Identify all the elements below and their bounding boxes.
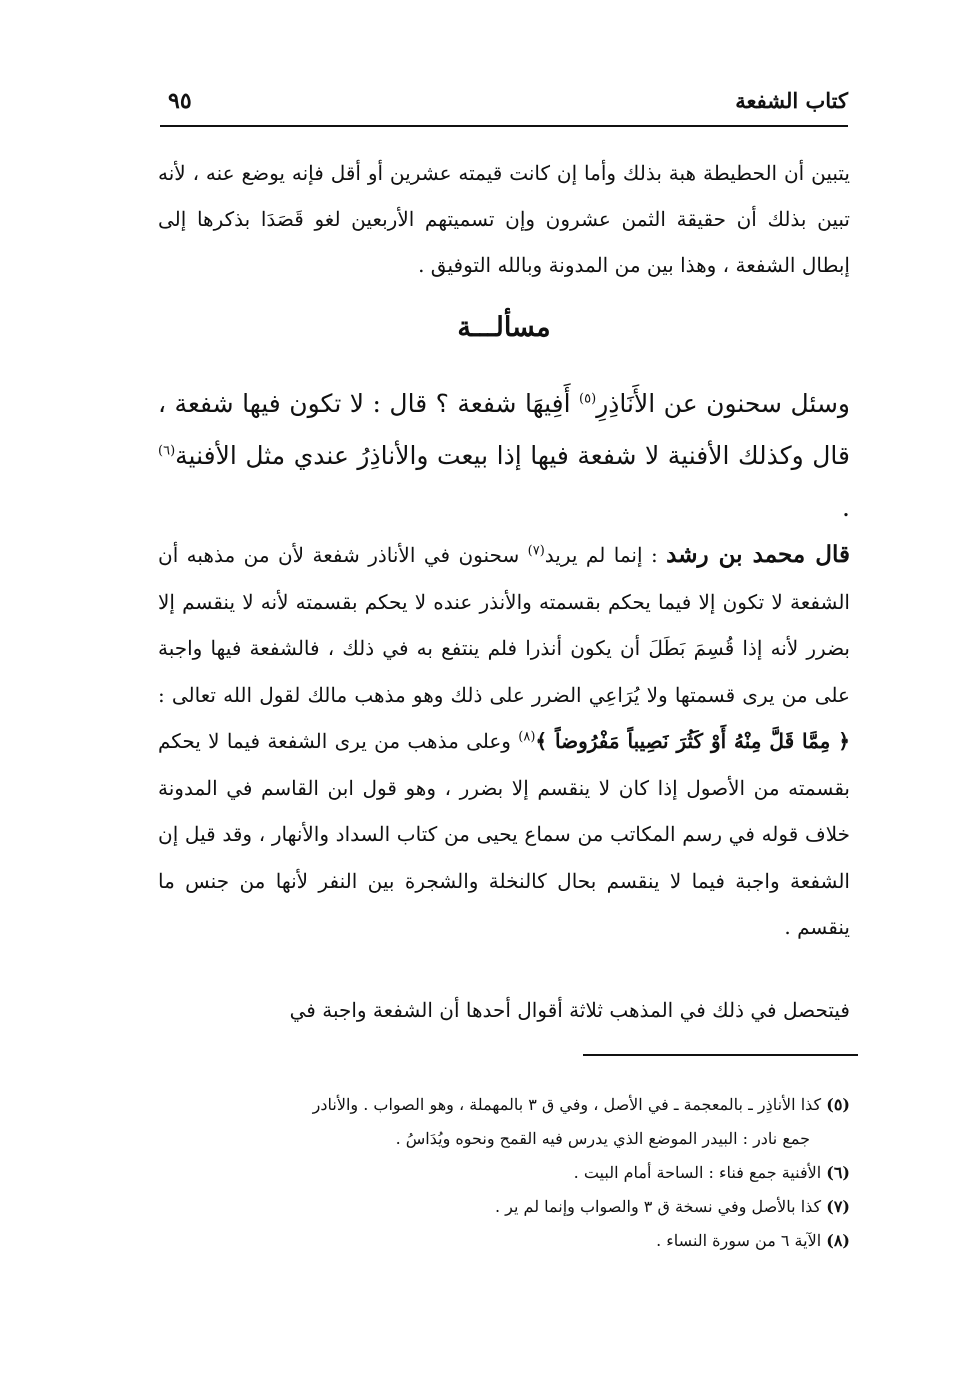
commentary-paragraph: [158, 532, 850, 951]
page-number: ٩٥: [168, 88, 192, 114]
commentary-text-part3: وعلى مذهب من يرى الشفعة فيما لا يحكم بقسمته من الأصول إذا كان لا ينقسم إلا بضرر ، وهو قول ابن القاسم في المدونة خلاف قوله في رسم المكاتب من سماع يحيى من كتاب السداد والأنهار ، وقد قيل إن الشفعة واجبة فيما لا ينقسم بحال كالنخلة والشجرة بين النفر لأنها من جنس ما ينقسم .: [158, 729, 850, 939]
quran-quote: ﴿ مِمَّا قَلَّ مِنْهُ أَوْ كَثُرَ نَصِيباً مَفْرُوضاً ﴾: [535, 729, 850, 753]
footnote-separator: [583, 1054, 858, 1056]
footnote-5: [158, 1088, 850, 1122]
footnote-ref-8: (٨): [518, 729, 536, 745]
commentator-name: قال محمد بن رشد: [666, 541, 850, 568]
running-title: كتاب الشفعة: [735, 88, 848, 113]
footnote-text: كذا بالأصل وفي نسخة ق ٣ والصواب وإنما لم ير .: [495, 1197, 827, 1216]
question-text-part1: وسئل سحنون عن الأَنَاذِرِ: [596, 389, 850, 418]
footnote-6: [158, 1156, 850, 1190]
footnote-5-continuation: جمع نادر : البيدر الموضع الذي يدرس فيه القمح ونحوه ويُدَاسُ .: [395, 1129, 810, 1148]
footnotes: [158, 1088, 850, 1258]
footnote-number: (٦): [826, 1163, 850, 1182]
footnote-number: (٧): [826, 1197, 850, 1216]
footnote-ref-5: (٥): [579, 391, 597, 407]
section-title: مسألـــة: [457, 312, 551, 343]
header-rule: [160, 125, 848, 127]
final-paragraph: فيتحصل في ذلك في المذهب ثلاثة أقوال أحدها أن الشفعة واجبة في: [289, 998, 850, 1022]
running-header: [160, 88, 848, 124]
footnote-text: كذا الأناذِر ـ بالمعجمة ـ في الأصل ، وفي ق ٣ بالمهملة ، وهو الصواب . والأنادر: [312, 1095, 827, 1114]
footnote-text: الآية ٦ من سورة النساء .: [656, 1231, 827, 1250]
question-paragraph: [158, 378, 850, 534]
footnote-ref-7: (٧): [527, 543, 545, 559]
question-text-part3: .: [842, 493, 850, 522]
footnote-8: [158, 1224, 850, 1258]
question-text-part2: أَفِيهَا شفعة ؟ قال : لا تكون فيها شفعة ، قال وكذلك الأفنية لا شفعة فيها إذا بيعت والأناذِرُ عندي مثل الأفنية: [158, 389, 850, 470]
footnote-number: (٨): [826, 1231, 850, 1250]
footnote-ref-6: (٦): [158, 443, 176, 459]
footnote-7: [158, 1190, 850, 1224]
commentary-text-part2: سحنون في الأناذر شفعة لأن من مذهبه أن الشفعة لا تكون إلا فيما يحكم بقسمته والأنذر عنده لا يحكم بقسمته لأنه لا ينقسم إلا بضرر لأنه إذا قُسِمَ بَطَلَ أن يكون أنذرا فلم ينتفع به في ذلك ، فالشفعة فيها واجبة على من يرى قسمتها ولا يُرَاعِي الضرر على ذلك وهو مذهب مالك لقول الله تعالى :: [158, 543, 850, 707]
footnote-text: الأفنية جمع فناء : الساحة أمام البيت .: [573, 1163, 827, 1182]
paragraph-continuation: يتبين أن الحطيطة هبة بذلك وأما إن كانت قيمته عشرين أو أقل فإنه يوضع عنه ، لأنه تبين بذلك أن حقيقة الثمن عشرون وإن تسميتهم الأربعين لغو قَصَدَا بذكرها إلى إبطال الشفعة ، وهذا بين من المدونة وبالله التوفيق .: [158, 161, 850, 277]
footnote-number: (٥): [826, 1095, 850, 1114]
commentary-text-part1: : إنما لم يريد: [544, 543, 667, 567]
